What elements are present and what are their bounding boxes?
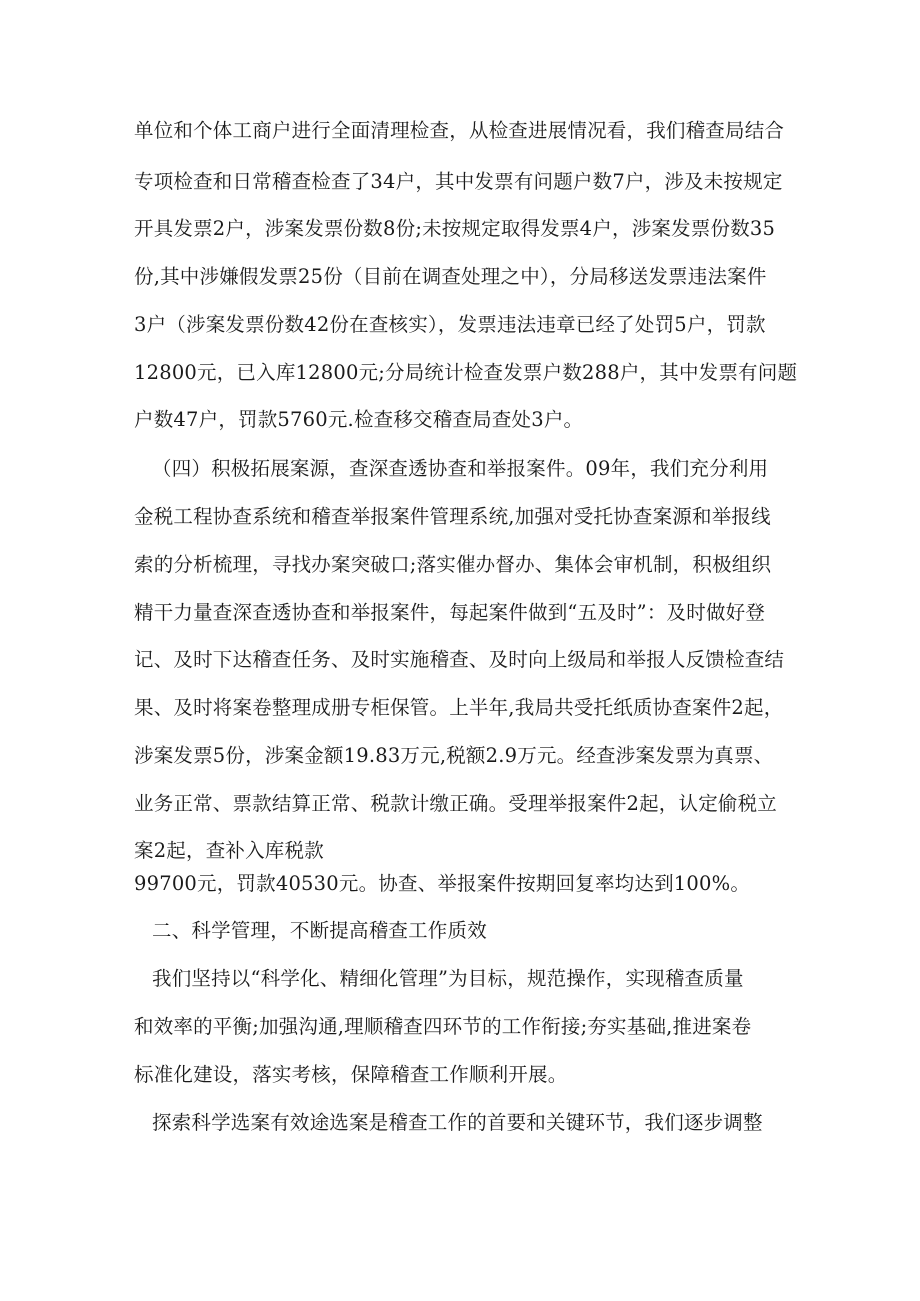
section-heading-line: 二、科学管理，不断提高稽查工作质效 — [152, 919, 487, 942]
text-line: 单位和个体工商户进行全面清理检查，从检查进展情况看，我们稽查局结合 — [134, 119, 785, 142]
text-line: 份,其中涉嫌假发票25份（目前在调查处理之中），分局移送发票违法案件 — [134, 265, 767, 288]
text-line: 记、及时下达稽查任务、及时实施稽查、及时向上级局和举报人反馈检查结 — [134, 648, 785, 671]
text-line: 果、及时将案卷整理成册专柜保管。上半年,我局共受托纸质协查案件2起， — [134, 696, 784, 719]
text-line: 开具发票2户，涉案发票份数8份;未按规定取得发票4户，涉案发票份数35 — [134, 217, 776, 240]
text-line: 标准化建设，落实考核，保障稽查工作顺利开展。 — [134, 1063, 568, 1086]
text-line: 索的分析梳理，寻找办案突破口;落实催办督办、集体会审机制，积极组织 — [134, 553, 772, 576]
text-line: 精干力量查深查透协查和举报案件，每起案件做到“五及时”：及时做好登 — [134, 601, 766, 624]
text-line: 专项检查和日常稽查检查了34户，其中发票有问题户数7户，涉及未按规定 — [134, 170, 783, 193]
text-line: 12800元，已入库12800元;分局统计检查发票户数288户，其中发票有问题 — [134, 361, 798, 384]
text-line: 涉案发票5份，涉案金额19.83万元,税额2.9万元。经查涉案发票为真票、 — [134, 744, 774, 767]
text-line: 案2起，查补入库税款 — [134, 839, 324, 862]
text-line: 业务正常、票款结算正常、税款计缴正确。受理举报案件2起，认定偷税立 — [134, 792, 778, 815]
section-heading-line: （四）积极拓展案源，查深查透协查和举报案件。09年，我们充分利用 — [152, 457, 769, 480]
text-line: 99700元，罚款40530元。协查、举报案件按期回复率均达到100%。 — [134, 872, 751, 895]
text-line: 探索科学选案有效途选案是稽查工作的首要和关键环节，我们逐步调整 — [152, 1111, 763, 1134]
text-line: 和效率的平衡;加强沟通,理顺稽查四环节的工作衔接;夯实基础,推进案卷 — [134, 1015, 752, 1038]
text-line: 金税工程协查系统和稽查举报案件管理系统,加强对受托协查案源和举报线 — [134, 505, 771, 528]
text-line: 我们坚持以“科学化、精细化管理”为目标，规范操作，实现稽查质量 — [152, 967, 744, 990]
text-line: 3户（涉案发票份数42份在查核实），发票违法违章已经了处罚5户，罚款 — [134, 313, 766, 336]
text-line: 户数47户，罚款5760元.检查移交稽查局查处3户。 — [134, 408, 584, 431]
